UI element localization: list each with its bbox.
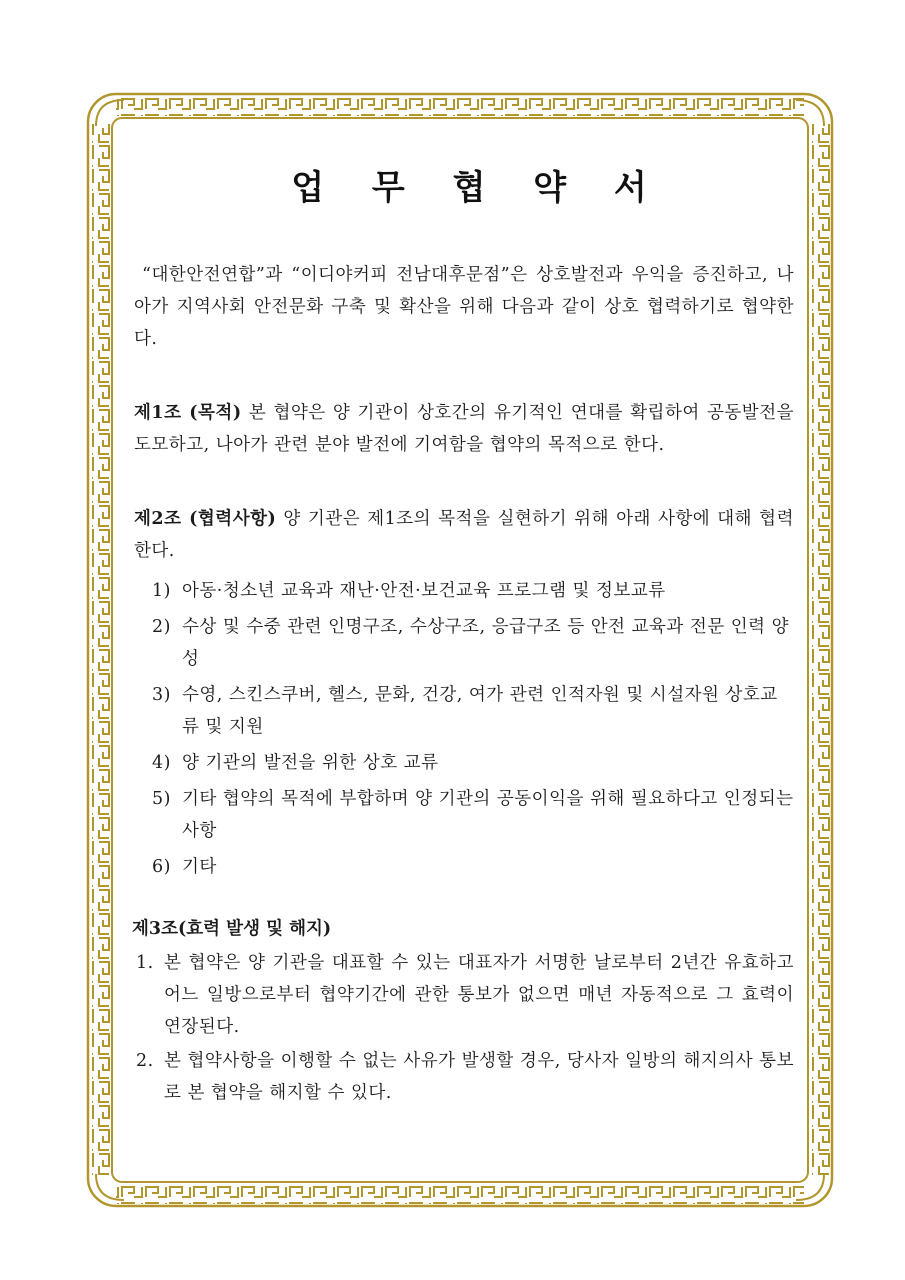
list-item-number: 2. bbox=[136, 1051, 154, 1071]
list-item bbox=[152, 747, 794, 779]
list-item bbox=[152, 783, 794, 847]
list-item-number: 1. bbox=[136, 953, 154, 973]
list-item bbox=[136, 1045, 794, 1109]
list-item-text: 본 협약사항을 이행할 수 없는 사유가 발생할 경우, 당사자 일방의 해지의사 통보로 본 협약을 해지할 수 있다. bbox=[164, 1051, 794, 1103]
article-1 bbox=[134, 397, 794, 461]
article-2 bbox=[134, 503, 794, 567]
list-item-text: 양 기관의 발전을 위한 상호 교류 bbox=[182, 753, 439, 773]
article-1-body: 본 협약은 양 기관이 상호간의 유기적인 연대를 확립하여 공동발전을 도모하고, 나아가 관련 분야 발전에 기여함을 협약의 목적으로 한다. bbox=[134, 403, 795, 455]
list-item-text: 기타 협약의 목적에 부합하며 양 기관의 공동이익을 위해 필요하다고 인정되는 사항 bbox=[182, 789, 794, 841]
list-item-number: 2) bbox=[152, 617, 171, 637]
list-item-text: 기타 bbox=[182, 857, 217, 877]
list-item-text: 본 협약은 양 기관을 대표할 수 있는 대표자가 서명한 날로부터 2년간 유효하고 어느 일방으로부터 협약기간에 관한 통보가 없으면 매년 자동적으로 그 효력이 연장된다. bbox=[164, 953, 794, 1037]
article-3-heading: 제3조(효력 발생 및 해지) bbox=[132, 919, 332, 939]
article-2-list bbox=[134, 575, 794, 883]
intro-paragraph: “대한안전연합”과 “이디야커피 전남대후문점”은 상호발전과 우익을 증진하고, 나아가 지역사회 안전문화 구축 및 확산을 위해 다음과 같이 상호 협력하기로 협약한다. bbox=[134, 265, 794, 349]
list-item-text: 수상 및 수중 관련 인명구조, 수상구조, 응급구조 등 안전 교육과 전문 인력 양성 bbox=[182, 617, 790, 669]
list-item bbox=[136, 947, 794, 1043]
list-item-number: 1) bbox=[152, 581, 171, 601]
list-item-number: 5) bbox=[152, 789, 171, 809]
list-item-number: 3) bbox=[152, 685, 171, 705]
document-title: 업 무 협 약 서 bbox=[291, 168, 665, 208]
list-item bbox=[152, 679, 794, 743]
list-item-number: 4) bbox=[152, 753, 171, 773]
list-item-text: 수영, 스킨스쿠버, 헬스, 문화, 건강, 여가 관련 인적자원 및 시설자원 상호교류 및 지원 bbox=[182, 685, 778, 737]
agreement-document bbox=[134, 160, 794, 1111]
list-item-text: 아동·청소년 교육과 재난·안전·보건교육 프로그램 및 정보교류 bbox=[182, 581, 666, 601]
article-2-body: 양 기관은 제1조의 목적을 실현하기 위해 아래 사항에 대해 협력한다. bbox=[134, 509, 794, 561]
list-item bbox=[152, 575, 794, 607]
list-item bbox=[152, 611, 794, 675]
list-item-number: 6) bbox=[152, 857, 171, 877]
article-1-heading: 제1조 (목적) bbox=[134, 403, 242, 423]
article-2-heading: 제2조 (협력사항) bbox=[134, 509, 277, 529]
article-3-list bbox=[134, 947, 794, 1109]
list-item bbox=[152, 851, 794, 883]
